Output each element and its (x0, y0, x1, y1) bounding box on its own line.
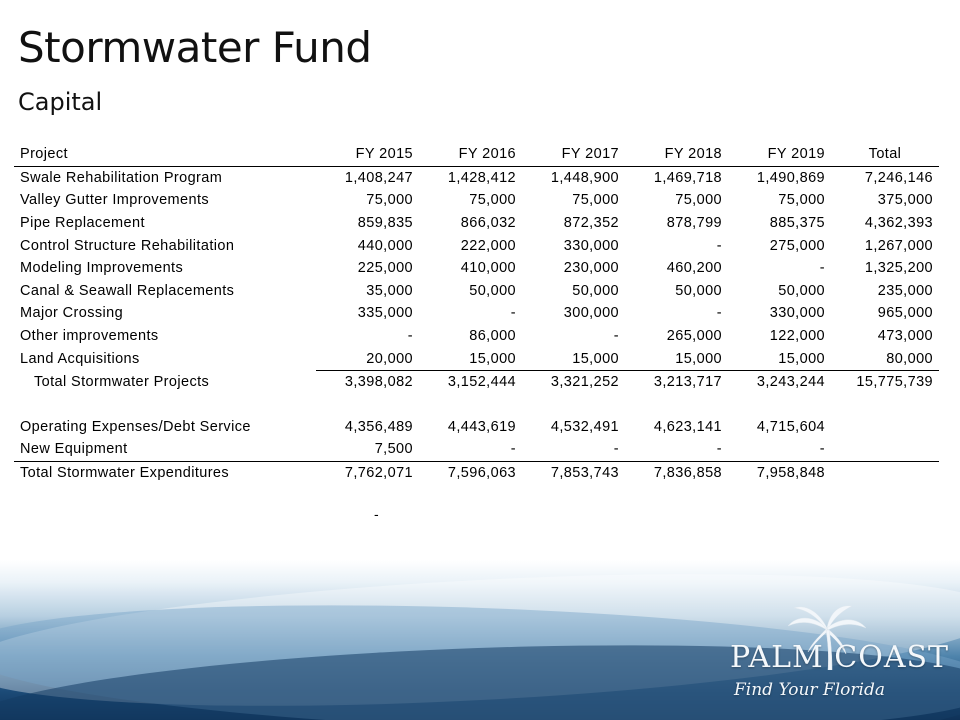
column-header-fy2015: FY 2015 (316, 143, 419, 166)
total-projects-row (14, 370, 939, 393)
row-value: 3,398,082 (316, 370, 419, 393)
palm-coast-logo (720, 600, 950, 718)
row-value: 50,000 (572, 282, 619, 299)
new-equipment-row (14, 438, 939, 461)
row-value: 7,762,071 (316, 461, 419, 484)
row-value: 7,853,743 (522, 461, 625, 484)
row-value: 75,000 (366, 192, 413, 209)
row-value: 878,799 (666, 215, 722, 232)
row-value: 300,000 (563, 305, 619, 322)
row-value: 230,000 (563, 260, 619, 277)
row-label: Control Structure Rehabilitation (20, 237, 235, 254)
operating-expenses-row (14, 416, 939, 439)
row-value: 473,000 (877, 328, 933, 345)
logo-wordmark: PALM COAST (730, 640, 950, 675)
row-value: 15,000 (778, 350, 825, 367)
row-value: 965,000 (877, 305, 933, 322)
row-value: 335,000 (357, 305, 413, 322)
row-label: Swale Rehabilitation Program (20, 169, 223, 186)
row-label: Valley Gutter Improvements (20, 192, 210, 209)
row-label: Total Stormwater Projects (34, 373, 210, 390)
row-value: 1,448,900 (550, 169, 619, 186)
row-value: 35,000 (366, 282, 413, 299)
row-value: - (407, 328, 413, 345)
row-value: 375,000 (877, 192, 933, 209)
table-row (14, 189, 939, 212)
stray-dash: - (374, 506, 379, 522)
table-row (14, 347, 939, 370)
column-header-fy2019: FY 2019 (728, 143, 831, 166)
row-value: 7,500 (374, 441, 413, 458)
row-label: Pipe Replacement (20, 215, 145, 232)
row-value: 1,469,718 (653, 169, 722, 186)
row-value: 50,000 (778, 282, 825, 299)
column-header-total: Total (831, 143, 939, 166)
row-value: 15,775,739 (831, 370, 939, 393)
row-value (831, 461, 939, 484)
row-label: Operating Expenses/Debt Service (20, 418, 251, 435)
row-value (831, 438, 939, 461)
row-value: 3,213,717 (625, 370, 728, 393)
row-label: New Equipment (20, 441, 128, 458)
row-label: Major Crossing (20, 305, 124, 322)
row-value: 265,000 (666, 328, 722, 345)
row-value: 7,596,063 (419, 461, 522, 484)
row-value: 4,715,604 (756, 418, 825, 435)
row-value: 4,443,619 (447, 418, 516, 435)
table-row (14, 325, 939, 348)
row-value: 885,375 (769, 215, 825, 232)
column-header-fy2017: FY 2017 (522, 143, 625, 166)
row-value: 440,000 (357, 237, 413, 254)
row-value: 3,321,252 (522, 370, 625, 393)
row-value: 80,000 (886, 350, 933, 367)
row-label: Land Acquisitions (20, 350, 140, 367)
total-expenditures-row (14, 461, 939, 484)
row-value: - (716, 305, 722, 322)
row-value: - (510, 441, 516, 458)
row-value: 330,000 (563, 237, 619, 254)
row-value: 15,000 (675, 350, 722, 367)
row-value: - (613, 328, 619, 345)
row-value: 1,325,200 (864, 260, 933, 277)
row-value: - (716, 237, 722, 254)
logo-tagline: Find Your Florida (734, 680, 885, 700)
row-value: 15,000 (572, 350, 619, 367)
table-row (14, 257, 939, 280)
row-value: 460,200 (666, 260, 722, 277)
row-value: 75,000 (778, 192, 825, 209)
row-value: 1,428,412 (447, 169, 516, 186)
row-value: 50,000 (675, 282, 722, 299)
row-value: 222,000 (460, 237, 516, 254)
row-value: 866,032 (460, 215, 516, 232)
row-label: Modeling Improvements (20, 260, 184, 277)
row-value: 235,000 (877, 282, 933, 299)
row-value: 15,000 (469, 350, 516, 367)
row-value: 3,152,444 (419, 370, 522, 393)
column-header-fy2016: FY 2016 (419, 143, 522, 166)
row-label: Total Stormwater Expenditures (14, 461, 316, 484)
row-value: 275,000 (769, 237, 825, 254)
row-value: 7,246,146 (864, 169, 933, 186)
spacer-row (14, 394, 939, 416)
row-value: 3,243,244 (728, 370, 831, 393)
row-value: - (819, 260, 825, 277)
row-value: 4,362,393 (864, 215, 933, 232)
row-value: - (819, 441, 825, 458)
row-value: 20,000 (366, 350, 413, 367)
row-label: Other improvements (20, 328, 159, 345)
row-value: 75,000 (675, 192, 722, 209)
row-value: 7,958,848 (728, 461, 831, 484)
budget-table (14, 143, 939, 484)
column-header-project: Project (14, 143, 316, 166)
page-title: Stormwater Fund (18, 23, 372, 72)
table-row (14, 212, 939, 235)
table-row (14, 302, 939, 325)
row-value: 7,836,858 (625, 461, 728, 484)
row-value: 1,490,869 (756, 169, 825, 186)
table-row (14, 280, 939, 303)
page-subtitle: Capital (18, 88, 103, 116)
row-value: - (613, 441, 619, 458)
row-value: - (510, 305, 516, 322)
row-value: 872,352 (563, 215, 619, 232)
table-row (14, 234, 939, 257)
row-value: 50,000 (469, 282, 516, 299)
column-header-fy2018: FY 2018 (625, 143, 728, 166)
row-value: 859,835 (357, 215, 413, 232)
row-value: 330,000 (769, 305, 825, 322)
row-value: 4,532,491 (550, 418, 619, 435)
row-value: 1,408,247 (344, 169, 413, 186)
row-value: 225,000 (357, 260, 413, 277)
row-value: 75,000 (572, 192, 619, 209)
row-value: 86,000 (469, 328, 516, 345)
row-value: 4,356,489 (344, 418, 413, 435)
row-value: - (716, 441, 722, 458)
row-value (831, 416, 939, 439)
table-row (14, 166, 939, 189)
row-value: 4,623,141 (653, 418, 722, 435)
row-label: Canal & Seawall Replacements (20, 282, 235, 299)
row-value: 122,000 (769, 328, 825, 345)
table-header-row (14, 143, 939, 166)
row-value: 75,000 (469, 192, 516, 209)
row-value: 1,267,000 (864, 237, 933, 254)
row-value: 410,000 (460, 260, 516, 277)
